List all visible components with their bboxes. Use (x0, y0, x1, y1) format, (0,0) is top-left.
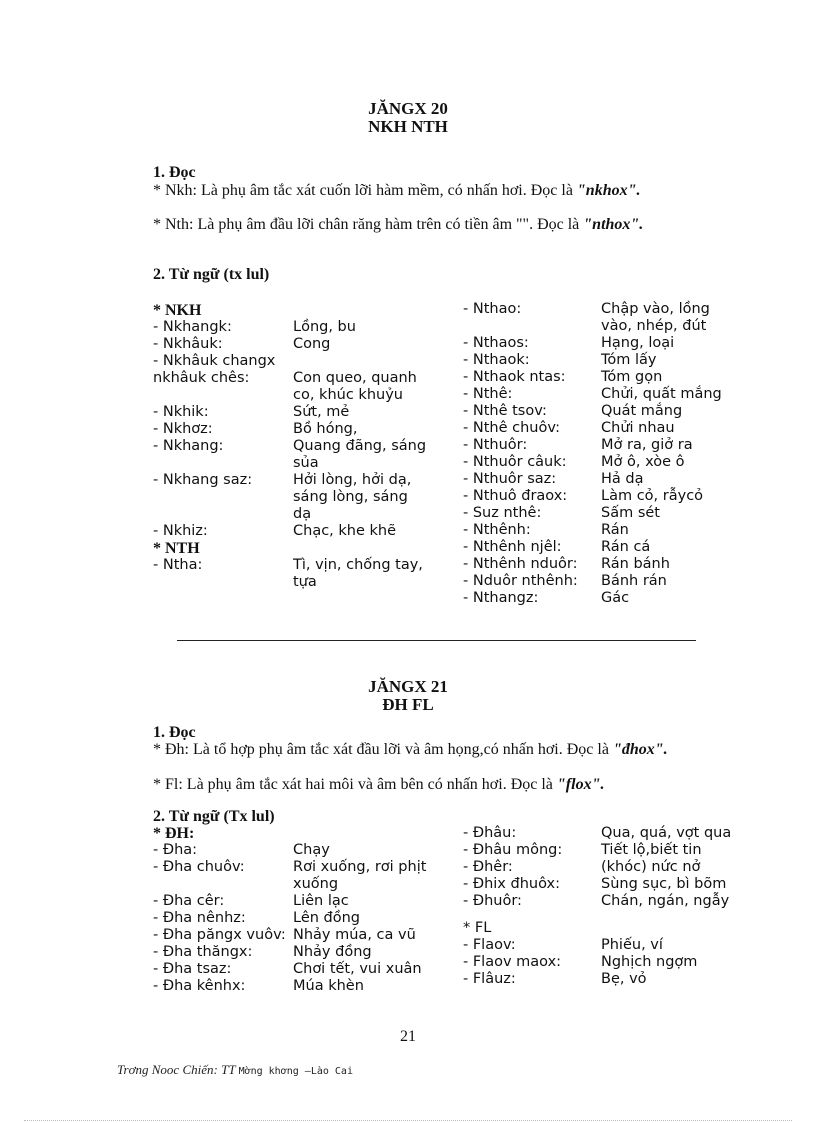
lesson-21-left-column (153, 825, 428, 995)
vocab-term: - Nkhiz: (153, 523, 208, 539)
vocab-meaning: Liên lạc (293, 893, 349, 909)
dh-word-list-continued (463, 825, 745, 910)
vocab-row (153, 842, 428, 859)
page-number: 21 (400, 1028, 416, 1045)
vocab-term: - Nthê tsov: (463, 403, 547, 419)
vocab-meaning: (khóc) nức nở (601, 859, 701, 875)
lesson-21-fl-paragraph (153, 776, 739, 793)
vocab-row (153, 557, 428, 591)
vocab-meaning: Mở ra, giở ra (601, 437, 693, 453)
vocab-meaning: Tóm gọn (601, 369, 663, 385)
vocab-row (153, 404, 428, 421)
vocab-meaning: Mở ô, xòe ô (601, 454, 685, 470)
vocab-term: - Nkhang saz: (153, 472, 253, 488)
vocab-row (463, 369, 745, 386)
vocab-meaning: Chửi nhau (601, 420, 675, 436)
footer-place: —Lào Cai (298, 1066, 353, 1077)
page-bottom-border (24, 1120, 792, 1121)
vocab-meaning: Sấm sét (601, 505, 660, 521)
vocab-term: - Ntha: (153, 557, 203, 573)
vocab-row (463, 539, 745, 556)
vocab-row (153, 319, 428, 336)
vocab-term: - Đhêr: (463, 859, 513, 875)
nkh-section-heading: * NKH (153, 302, 202, 319)
vocab-term: - Nthaok: (463, 352, 530, 368)
vocab-term: - Nthuôr câuk: (463, 454, 567, 470)
vocab-row (463, 488, 745, 505)
vocab-meaning: Chửi, quất mắng (601, 386, 722, 402)
fl-section-heading: * FL (463, 920, 492, 936)
vocab-meaning: Sứt, mẻ (293, 404, 350, 420)
vocab-meaning: Chập vào, lồng vào, nhép, đút (601, 301, 710, 334)
vocab-meaning: Làm cỏ, rẫycỏ (601, 488, 704, 504)
vocab-term: - Đhâu mông: (463, 842, 563, 858)
vocab-meaning: Quang đãng, sáng sủa (293, 438, 427, 471)
vocab-meaning: Bẹ, vỏ (601, 971, 647, 987)
vocab-row (463, 437, 745, 454)
vocab-term: - Nthênh nduôr: (463, 556, 578, 572)
vocab-row (463, 505, 745, 522)
vocab-row (153, 523, 428, 540)
lesson-20-subtitle: NKH NTH (368, 117, 448, 136)
vocab-row (463, 556, 745, 573)
vocab-term: - Nthênh njêl: (463, 539, 562, 555)
lesson-20-nth-paragraph (153, 216, 739, 233)
lesson-21-words-heading: 2. Từ ngữ (Tx lul) (153, 808, 275, 825)
vocab-meaning: Chán, ngán, ngẫy (601, 893, 730, 909)
vocab-meaning: Hạng, loại (601, 335, 675, 351)
vocab-meaning: Nhảy múa, ca vũ (293, 927, 416, 943)
vocab-meaning: Sùng sục, bì bõm (601, 876, 727, 892)
vocab-term: - Nthaos: (463, 335, 529, 351)
vocab-meaning: Lồng, bu (293, 319, 356, 335)
vocab-meaning: Cong (293, 336, 331, 352)
lesson-21-title: JĂNGX 21 (368, 677, 448, 696)
vocab-row (463, 335, 745, 352)
vocab-row (463, 471, 745, 488)
vocab-row (153, 353, 428, 370)
dh-section-heading: * ĐH: (153, 825, 195, 842)
vocab-row (463, 859, 745, 876)
vocab-term: nkhâuk chês: (153, 370, 250, 386)
lesson-21-right-column (463, 825, 745, 988)
nth-word-list (153, 557, 428, 591)
lesson-21-dh-paragraph (153, 741, 739, 758)
vocab-row (463, 301, 745, 335)
vocab-term: - Đhâu: (463, 825, 517, 841)
vocab-term: - Nthuô đraox: (463, 488, 568, 504)
vocab-term: - Đha nênhz: (153, 910, 246, 926)
fl-description: * Fl: Là phụ âm tắc xát hai môi và âm bên có nhấn hơi. Đọc là (153, 776, 557, 793)
vocab-term: - Nkhangk: (153, 319, 232, 335)
vocab-meaning: Tóm lấy (601, 352, 657, 368)
vocab-term: - Nthaok ntas: (463, 369, 566, 385)
vocab-term: - Đhuôr: (463, 893, 522, 909)
vocab-meaning: Rán bánh (601, 556, 670, 572)
vocab-term: - Nthuôr saz: (463, 471, 557, 487)
vocab-term: - Đha thăngx: (153, 944, 253, 960)
vocab-row (463, 937, 745, 954)
nth-description: * Nth: Là phụ âm đầu lỡi chân răng hàm trên có tiền âm "". Đọc là (153, 216, 584, 233)
vocab-row (463, 893, 745, 910)
vocab-meaning: Lên đồng (293, 910, 361, 926)
vocab-term: - Flaov: (463, 937, 516, 953)
vocab-meaning: Rán cá (601, 539, 651, 555)
vocab-meaning: Nghịch ngợm (601, 954, 698, 970)
vocab-row (463, 876, 745, 893)
vocab-meaning: Bồ hóng, (293, 421, 358, 437)
vocab-meaning: Tiết lộ,biết tin (601, 842, 702, 858)
vocab-meaning: Hả dạ (601, 471, 644, 487)
vocab-meaning: Bánh rán (601, 573, 667, 589)
footer-center: Mờng khơng (238, 1066, 299, 1077)
vocab-meaning: Chạc, khe khẽ (293, 523, 397, 539)
lesson-20-right-column (463, 301, 745, 607)
vocab-row (463, 403, 745, 420)
lesson-20-nkh-paragraph (153, 182, 739, 199)
lesson-20-words-heading: 2. Từ ngữ (tx lul) (153, 266, 270, 283)
vocab-term: - Nthênh: (463, 522, 531, 538)
vocab-row (463, 842, 745, 859)
vocab-row (153, 421, 428, 438)
lesson-21-subtitle: ĐH FL (382, 695, 434, 714)
vocab-row (153, 370, 428, 404)
vocab-row (463, 522, 745, 539)
vocab-row (463, 386, 745, 403)
nkh-reading: "nkhox". (576, 182, 641, 199)
vocab-term: - Nthangz: (463, 590, 539, 606)
vocab-row (153, 927, 428, 944)
vocab-row (153, 336, 428, 353)
vocab-meaning: Con queo, quanh co, khúc khuỷu (293, 370, 417, 403)
dh-reading: "đhox". (612, 741, 668, 758)
dh-word-list (153, 842, 428, 995)
vocab-row (463, 454, 745, 471)
vocab-meaning: Chạy (293, 842, 330, 858)
section-divider (177, 640, 696, 641)
vocab-row (463, 954, 745, 971)
vocab-term: - Đha kênhx: (153, 978, 246, 994)
vocab-meaning: Hởi lòng, hởi dạ, sáng lòng, sáng dạ (293, 472, 412, 522)
vocab-term: - Nthê chuôv: (463, 420, 560, 436)
vocab-term: - Nduôr nthênh: (463, 573, 578, 589)
dh-description: * Đh: Là tổ hợp phụ âm tắc xát đầu lỡi và âm họng,có nhấn hơi. Đọc là (153, 741, 613, 758)
vocab-row (463, 825, 745, 842)
vocab-term: - Đhix đhuôx: (463, 876, 560, 892)
vocab-meaning: Qua, quá, vợt qua (601, 825, 732, 841)
vocab-row (463, 420, 745, 437)
vocab-term: - Đha păngx vuôv: (153, 927, 286, 943)
vocab-term: - Flâuz: (463, 971, 516, 987)
vocab-term: - Nkhik: (153, 404, 209, 420)
vocab-term: - Flaov maox: (463, 954, 562, 970)
nth-reading: "nthox". (583, 216, 644, 233)
vocab-term: - Nthao: (463, 301, 522, 317)
lesson-20-read-heading: 1. Đọc (153, 164, 196, 181)
vocab-term: - Nkhang: (153, 438, 224, 454)
vocab-term: - Đha chuôv: (153, 859, 245, 875)
vocab-meaning: Chơi tết, vui xuân (293, 961, 422, 977)
vocab-term: - Nthê: (463, 386, 513, 402)
vocab-row (153, 944, 428, 961)
footer-author: Trơng Nooc Chiến: TT (117, 1062, 236, 1077)
vocab-row (463, 352, 745, 369)
nth-section-heading: * NTH (153, 540, 200, 557)
vocab-row (153, 978, 428, 995)
vocab-term: - Đha cêr: (153, 893, 225, 909)
vocab-meaning: Gác (601, 590, 630, 606)
nkh-word-list (153, 319, 428, 540)
vocab-term: - Nkhâuk changx (153, 353, 276, 369)
lesson-20-title: JĂNGX 20 (368, 99, 448, 118)
vocab-term: - Nkhâuk: (153, 336, 223, 352)
nkh-description: * Nkh: Là phụ âm tắc xát cuốn lỡi hàm mềm, có nhấn hơi. Đọc là (153, 182, 577, 199)
vocab-row (153, 910, 428, 927)
vocab-term: - Nthuôr: (463, 437, 528, 453)
vocab-meaning: Múa khèn (293, 978, 364, 994)
vocab-row (153, 859, 428, 893)
vocab-term: - Nkhơz: (153, 421, 213, 437)
vocab-meaning: Rơi xuống, rơi phịt xuống (293, 859, 427, 892)
vocab-row (153, 472, 428, 523)
vocab-row (153, 893, 428, 910)
vocab-meaning: Rán (601, 522, 629, 538)
vocab-row (463, 573, 745, 590)
footer-credit (117, 1062, 353, 1078)
vocab-row (153, 438, 428, 472)
vocab-meaning: Nhảy đồng (293, 944, 372, 960)
lesson-21-read-heading: 1. Đọc (153, 724, 196, 741)
lesson-20-left-column (153, 302, 428, 591)
fl-word-list (463, 937, 745, 988)
nth-word-list-continued (463, 301, 745, 607)
vocab-row (463, 590, 745, 607)
fl-reading: "flox". (556, 776, 605, 793)
vocab-row (463, 971, 745, 988)
vocab-row (153, 961, 428, 978)
vocab-term: - Suz nthê: (463, 505, 542, 521)
vocab-meaning: Quát mắng (601, 403, 683, 419)
vocab-meaning: Phiếu, ví (601, 937, 663, 953)
vocab-meaning: Tì, vịn, chống tay, tựa (293, 557, 423, 590)
vocab-term: - Đha tsaz: (153, 961, 232, 977)
vocab-term: - Đha: (153, 842, 198, 858)
